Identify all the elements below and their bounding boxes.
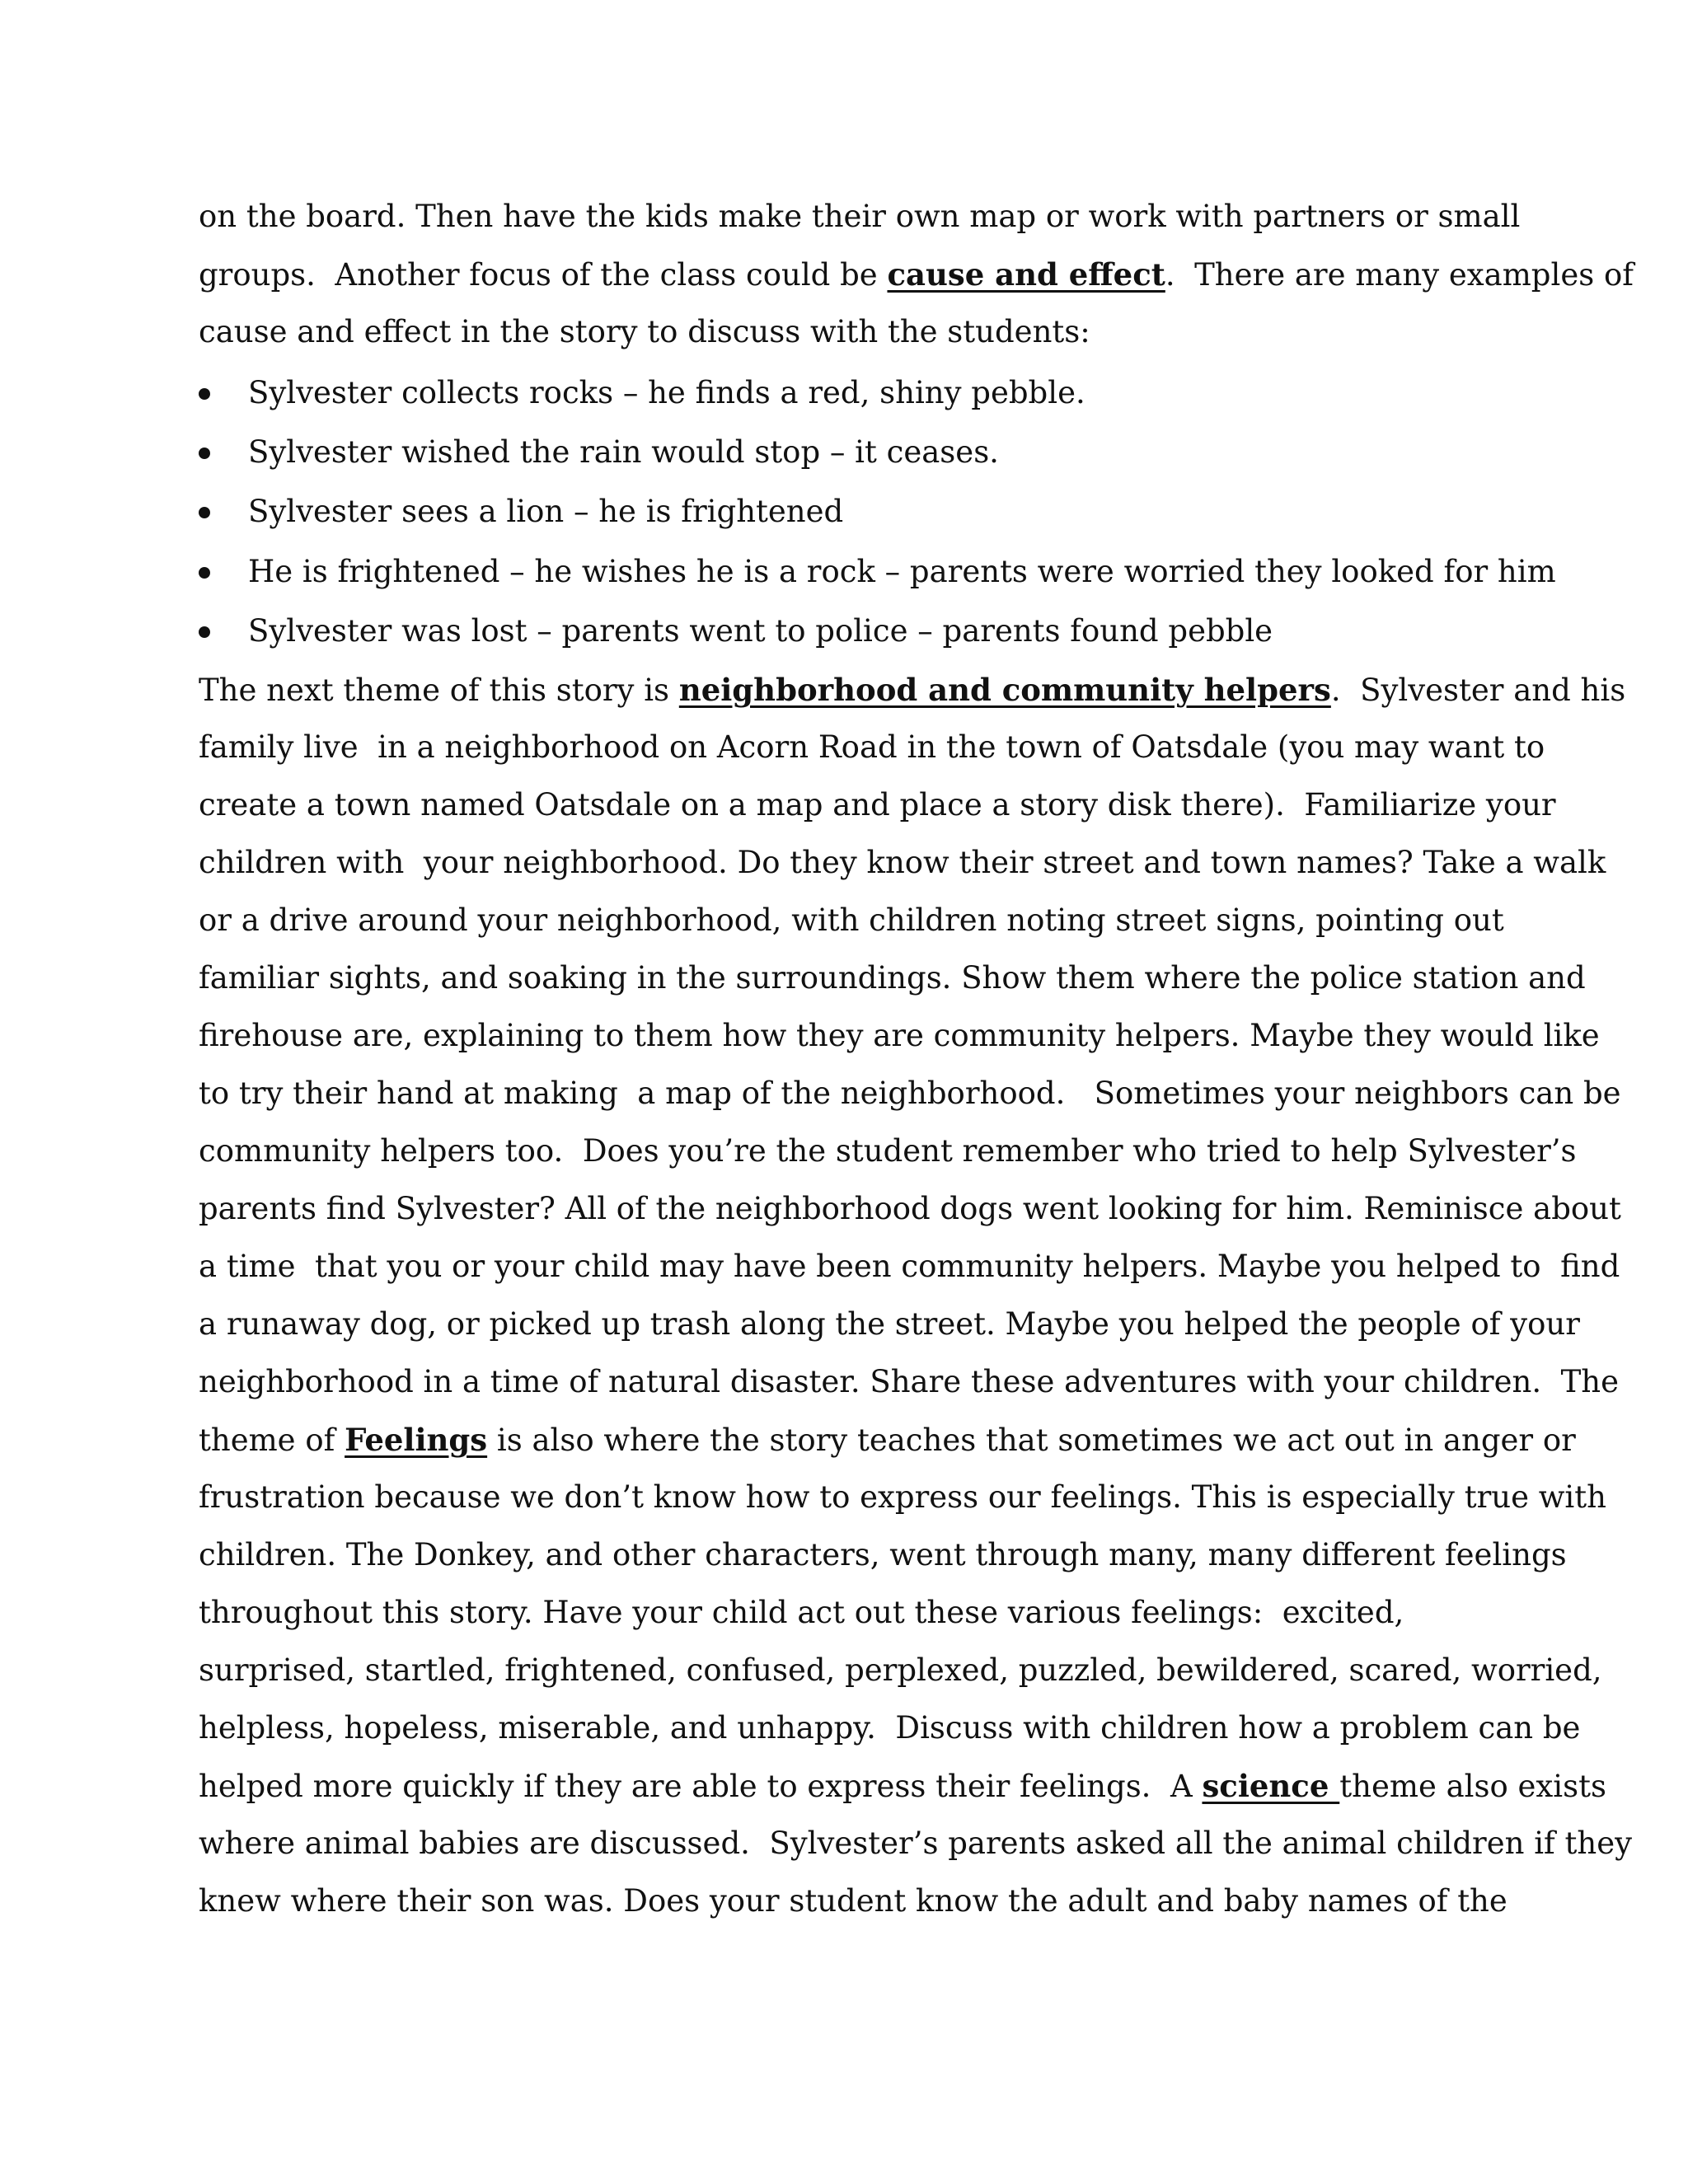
text-span: . There are many examples of [1165, 257, 1634, 293]
list-item: Sylvester collects rocks – he finds a red, shiny pebble. [248, 375, 1085, 410]
text-line: throughout this story. Have your child act out these various feelings: excited, [199, 1595, 1404, 1630]
text-line: knew where their son was. Does your student know the adult and baby names of the [199, 1883, 1507, 1919]
text-span: helped more quickly if they are able to express their feelings. A [199, 1769, 1203, 1804]
text-line: or a drive around your neighborhood, with children noting street signs, pointing out [199, 902, 1504, 938]
text-line: helpless, hopeless, miserable, and unhappy. Discuss with children how a problem can be [199, 1710, 1581, 1746]
bullet-icon [199, 448, 210, 459]
emphasis-feelings: Feelings [345, 1422, 488, 1458]
text-line: where animal babies are discussed. Sylvester’s parents asked all the animal children if they [199, 1825, 1632, 1861]
bullet-icon [199, 567, 210, 579]
text-line: children. The Donkey, and other characters, went through many, many different feelings [199, 1537, 1567, 1572]
text-span: theme also exists [1339, 1769, 1606, 1804]
text-line: family live in a neighborhood on Acorn Road in the town of Oatsdale (you may want to [199, 729, 1545, 765]
text-span: . Sylvester and his [1330, 673, 1626, 708]
text-line: surprised, startled, frightened, confused, perplexed, puzzled, bewildered, scared, worried, [199, 1652, 1602, 1688]
text-line: frustration because we don’t know how to express our feelings. This is especially true with [199, 1479, 1606, 1515]
text-line: create a town named Oatsdale on a map and place a story disk there). Familiarize your [199, 787, 1556, 823]
text-line [199, 1765, 1606, 1807]
list-item: Sylvester wished the rain would stop – it ceases. [248, 434, 999, 470]
list-item: Sylvester was lost – parents went to police – parents found pebble [248, 613, 1273, 649]
text-span: is also where the story teaches that sometimes we act out in anger or [487, 1422, 1576, 1458]
text-line: a runaway dog, or picked up trash along the street. Maybe you helped the people of your [199, 1306, 1580, 1342]
text-line: firehouse are, explaining to them how they are community helpers. Maybe they would like [199, 1018, 1600, 1053]
text-line: familiar sights, and soaking in the surroundings. Show them where the police station and [199, 960, 1586, 996]
bullet-icon [199, 388, 210, 400]
text-span: theme of [199, 1422, 345, 1458]
text-line: neighborhood in a time of natural disaster. Share these adventures with your children. The [199, 1364, 1620, 1399]
emphasis-science: science [1202, 1768, 1340, 1804]
text-line: children with your neighborhood. Do they know their street and town names? Take a walk [199, 845, 1606, 880]
emphasis-neighborhood-helpers: neighborhood and community helpers [678, 672, 1331, 708]
text-line [199, 1419, 1576, 1461]
bullet-icon [199, 626, 210, 638]
text-line [199, 669, 1625, 711]
list-item: Sylvester sees a lion – he is frightened [248, 494, 844, 529]
bullet-icon [199, 507, 210, 518]
list-item: He is frightened – he wishes he is a rock – parents were worried they looked for him [248, 554, 1556, 589]
text-span: groups. Another focus of the class could be [199, 257, 888, 293]
emphasis-cause-and-effect: cause and effect [887, 256, 1165, 293]
text-line: parents find Sylvester? All of the neighborhood dogs went looking for him. Reminisce about [199, 1191, 1621, 1226]
text-line: a time that you or your child may have been community helpers. Maybe you helped to find [199, 1249, 1620, 1284]
text-line: to try their hand at making a map of the neighborhood. Sometimes your neighbors can be [199, 1076, 1621, 1111]
text-line: community helpers too. Does you’re the student remember who tried to help Sylvester’s [199, 1133, 1577, 1169]
text-line: cause and effect in the story to discuss with the students: [199, 314, 1090, 349]
text-line [199, 254, 1634, 296]
text-line: on the board. Then have the kids make their own map or work with partners or small [199, 199, 1521, 234]
text-span: The next theme of this story is [199, 673, 679, 708]
